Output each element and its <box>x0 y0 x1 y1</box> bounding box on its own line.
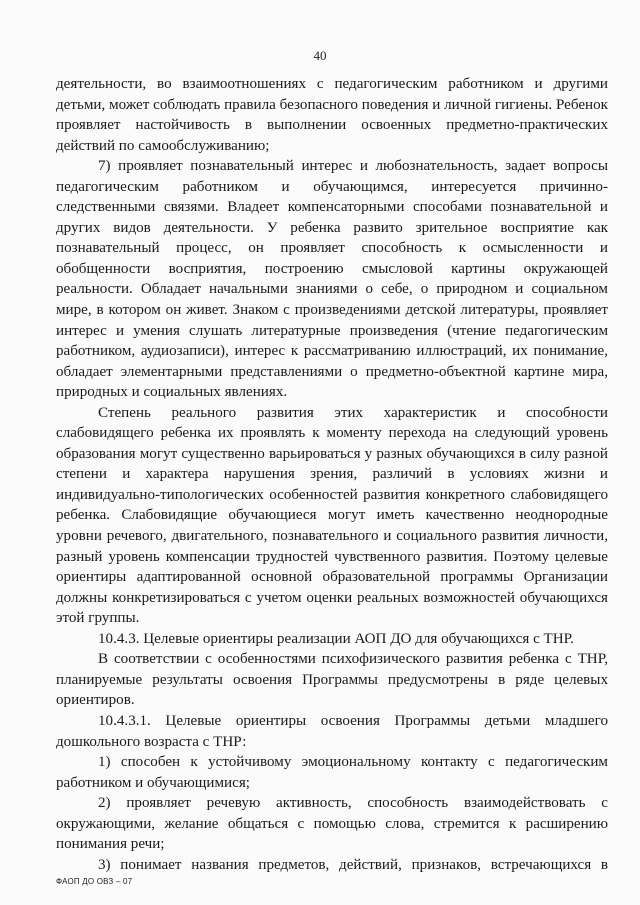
paragraph-development-degree: Степень реального развития этих характеристик и способности слабовидящего ребенка их проявлять к моменту перехода на следующий уровень образования могут существенно варьироваться у разных обучающихся в силу разной степени и характера нарушения зрения, различий в условиях жизни и индивидуально-типологических особенностей развития конкретного слабовидящего ребенка. Слабовидящие обучающиеся могут иметь качественно неоднородные уровни речевого, двигательного, познавательного и социального развития личности, разный уровень компенсации трудностей чувственного развития. Поэтому целевые ориентиры адаптированной основной образовательной программы Организации должны конкретизироваться с учетом оценки реальных возможностей обучающихся этой группы. <box>56 404 608 627</box>
paragraph-tnr-intro: В соответствии с особенностями психофизического развития ребенка с ТНР, планируемые результаты освоения Программы предусмотрены в ряде целевых ориентиров. <box>56 651 608 709</box>
page-number: 40 <box>313 48 327 63</box>
body-text <box>56 74 608 875</box>
section-heading-10-4-3: 10.4.3. Целевые ориентиры реализации АОП ДО для обучающихся с ТНР. <box>98 630 574 647</box>
list-item-2: 2) проявляет речевую активность, способность взаимодействовать с окружающими, желание общаться с помощью слова, стремится к расширению понимания речи; <box>56 795 608 853</box>
list-item-1: 1) способен к устойчивому эмоциональному контакту с педагогическим работником и обучающимися; <box>56 754 608 791</box>
paragraph-item-7: 7) проявляет познавательный интерес и любознательность, задает вопросы педагогическим работником и обучающимся, интересуется причинно-следственными связями. Владеет компенсаторными способами познавательной и других видов деятельности. У ребенка развито зрительное восприятие как познавательный процесс, он проявляет способность к осмысленности и обобщенности восприятия, построению смысловой картины окружающей реальности. Обладает начальными знаниями о себе, о природном и социальном мире, в котором он живет. Знаком с произведениями детской литературы, проявляет интерес и умения слушать литературные произведения (чтение педагогическим работником, аудиозаписи), интерес к рассматриванию иллюстраций, их понимание, обладает элементарными представлениями о предметно-объектной картине мира, природных и социальных явлениях. <box>56 158 608 401</box>
footer-document-code: ФАОП ДО ОВЗ – 07 <box>56 877 133 886</box>
list-item-3: 3) понимает названия предметов, действий, признаков, встречающихся в <box>98 856 608 873</box>
paragraph-continuation: деятельности, во взаимоотношениях с педагогическим работником и другими детьми, может соблюдать правила безопасного поведения и личной гигиены. Ребенок проявляет настойчивость в выполнении освоенных предметно-практических действий по самообслуживанию; <box>56 76 608 154</box>
section-heading-10-4-3-1: 10.4.3.1. Целевые ориентиры освоения Программы детьми младшего дошкольного возраста с ТНР: <box>56 712 608 750</box>
